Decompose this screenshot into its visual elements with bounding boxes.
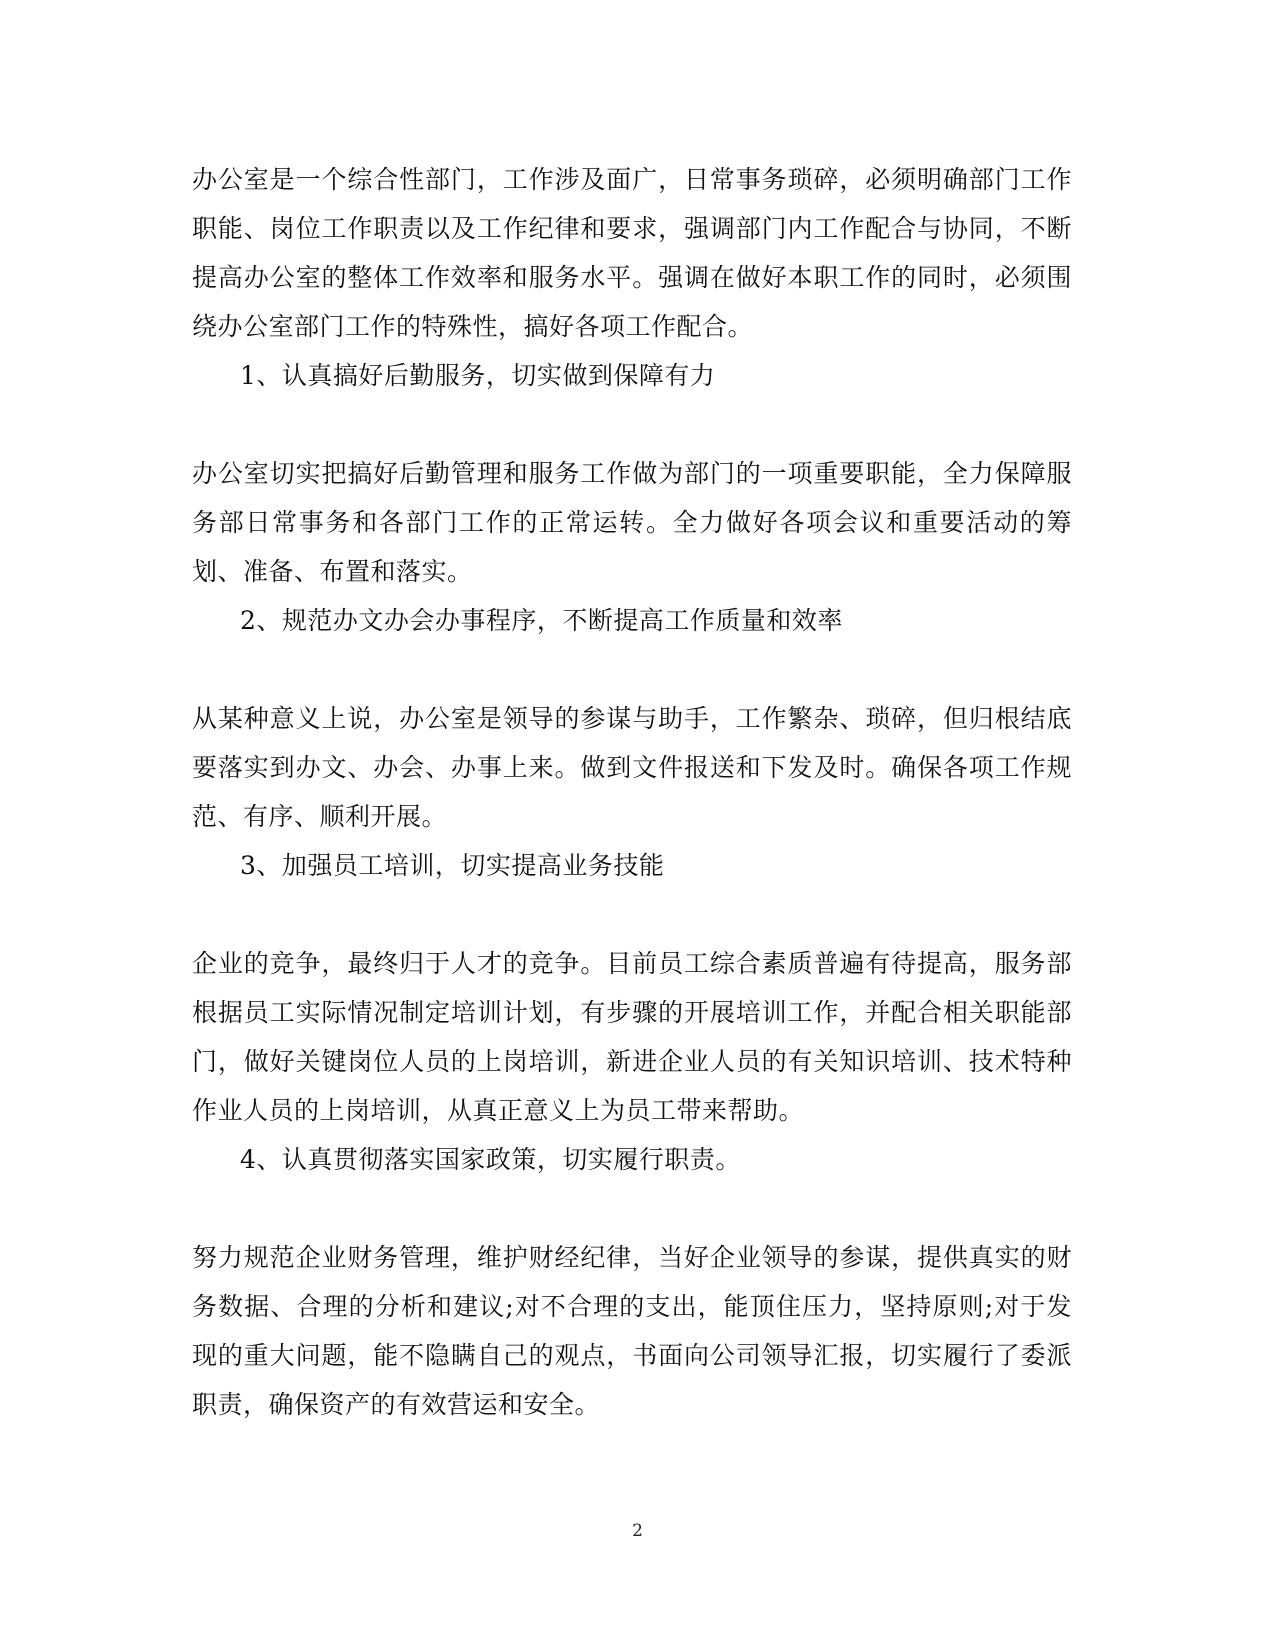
paragraph-spacer [192, 400, 1072, 449]
document-body [192, 155, 1072, 1429]
heading-logistics-service: 1、认真搞好后勤服务，切实做到保障有力 [240, 361, 716, 390]
paragraph-training: 企业的竞争，最终归于人才的竞争。目前员工综合素质普遍有待提高，服务部根据员工实际情况制定培训计划，有步骤的开展培训工作，并配合相关职能部门，做好关键岗位人员的上岗培训，新进企业人员的有关知识培训、技术特种作业人员的上岗培训，从真正意义上为员工带来帮助。 [192, 949, 1072, 1125]
paragraph-procedures: 从某种意义上说，办公室是领导的参谋与助手，工作繁杂、琐碎，但归根结底要落实到办文、办会、办事上来。做到文件报送和下发及时。确保各项工作规范、有序、顺利开展。 [192, 704, 1072, 831]
heading-procedures: 2、规范办文办会办事程序，不断提高工作质量和效率 [240, 606, 843, 635]
paragraph-logistics: 办公室切实把搞好后勤管理和服务工作做为部门的一项重要职能，全力保障服务部日常事务和各部门工作的正常运转。全力做好各项会议和重要活动的筹划、准备、布置和落实。 [192, 459, 1072, 586]
paragraph-spacer [192, 1184, 1072, 1233]
paragraph-spacer [192, 890, 1072, 939]
paragraph-spacer [192, 645, 1072, 694]
paragraph-finance: 努力规范企业财务管理，维护财经纪律，当好企业领导的参谋，提供真实的财务数据、合理的分析和建议;对不合理的支出，能顶住压力，坚持原则;对于发现的重大问题，能不隐瞒自己的观点，书面向公司领导汇报，切实履行了委派职责，确保资产的有效营运和安全。 [192, 1243, 1072, 1419]
paragraph-office-overview: 办公室是一个综合性部门，工作涉及面广，日常事务琐碎，必须明确部门工作职能、岗位工作职责以及工作纪律和要求，强调部门内工作配合与协同，不断提高办公室的整体工作效率和服务水平。强调在做好本职工作的同时，必须围绕办公室部门工作的特殊性，搞好各项工作配合。 [192, 165, 1072, 341]
heading-staff-training: 3、加强员工培训，切实提高业务技能 [240, 851, 665, 880]
page-number: 2 [632, 1521, 643, 1541]
heading-national-policy: 4、认真贯彻落实国家政策，切实履行职责。 [240, 1145, 741, 1174]
